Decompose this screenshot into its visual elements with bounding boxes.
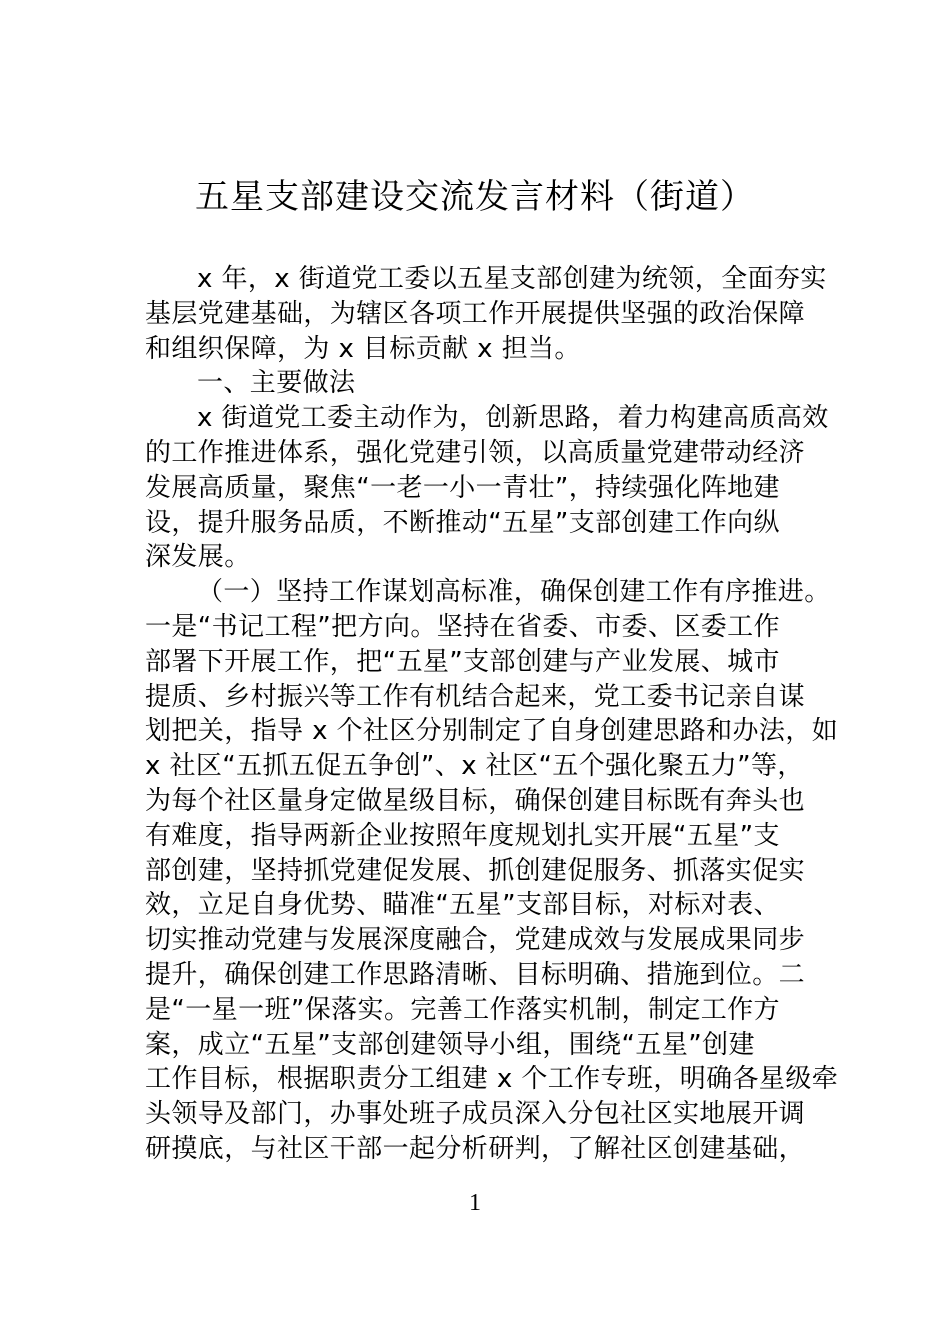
section-heading: 一、主要做法 [197, 368, 356, 399]
text-line: 部创建，坚持抓党建促发展、抓创建促服务、抓落实促实 [145, 855, 806, 886]
text-line: 深发展。 [145, 542, 251, 573]
subsection-heading: （一）坚持工作谋划高标准，确保创建工作有序推进。 [197, 577, 831, 608]
text-line: x 街道党工委主动作为，创新思路，着力构建高质高效 [197, 403, 829, 434]
text-line: 效，立足自身优势、瞄准“五星”支部目标，对标对表、 [145, 890, 780, 921]
text-line: 部署下开展工作，把“五星”支部创建与产业发展、城市 [145, 646, 780, 677]
text-line: 工作目标，根据职责分工组建 x 个工作专班，明确各星级牵 [145, 1064, 839, 1095]
text-line: 提质、乡村振兴等工作有机结合起来，党工委书记亲自谋 [145, 681, 806, 712]
text-line: 头领导及部门，办事处班子成员深入分包社区实地展开调 [145, 1099, 806, 1130]
text-line: 一是“书记工程”把方向。坚持在省委、市委、区委工作 [145, 611, 780, 642]
text-line: x 年，x 街道党工委以五星支部创建为统领，全面夯实 [197, 264, 827, 294]
text-line: 为每个社区量身定做星级目标，确保创建目标既有奔头也 [145, 785, 806, 816]
page-number: 1 [469, 1190, 481, 1216]
text-line: x 社区“五抓五促五争创”、x 社区“五个强化聚五力”等， [145, 751, 804, 782]
text-line: 研摸底，与社区干部一起分析研判，了解社区创建基础， [145, 1133, 806, 1164]
document-body [145, 262, 845, 1167]
document-title: 五星支部建设交流发言材料（街道） [195, 177, 755, 217]
text-line: 设，提升服务品质，不断推动“五星”支部创建工作向纵 [145, 507, 780, 538]
text-line: 案，成立“五星”支部创建领导小组，围绕“五星”创建 [145, 1029, 755, 1060]
text-line: 基层党建基础，为辖区各项工作开展提供坚强的政治保障 [145, 298, 806, 329]
text-line: 提升，确保创建工作思路清晰、目标明确、措施到位。二 [145, 959, 806, 990]
text-line: 切实推动党建与发展深度融合，党建成效与发展成果同步 [145, 925, 806, 956]
text-line: 和组织保障，为 x 目标贡献 x 担当。 [145, 333, 581, 364]
text-line: 发展高质量，聚焦“一老一小一青壮”，持续强化阵地建 [145, 472, 780, 503]
text-line: 划把关，指导 x 个社区分别制定了自身创建思路和办法，如 [145, 716, 839, 747]
text-line: 有难度，指导两新企业按照年度规划扎实开展“五星”支 [145, 820, 780, 851]
text-line: 是“一星一班”保落实。完善工作落实机制，制定工作方 [145, 994, 780, 1025]
text-line: 的工作推进体系，强化党建引领，以高质量党建带动经济 [145, 437, 806, 468]
